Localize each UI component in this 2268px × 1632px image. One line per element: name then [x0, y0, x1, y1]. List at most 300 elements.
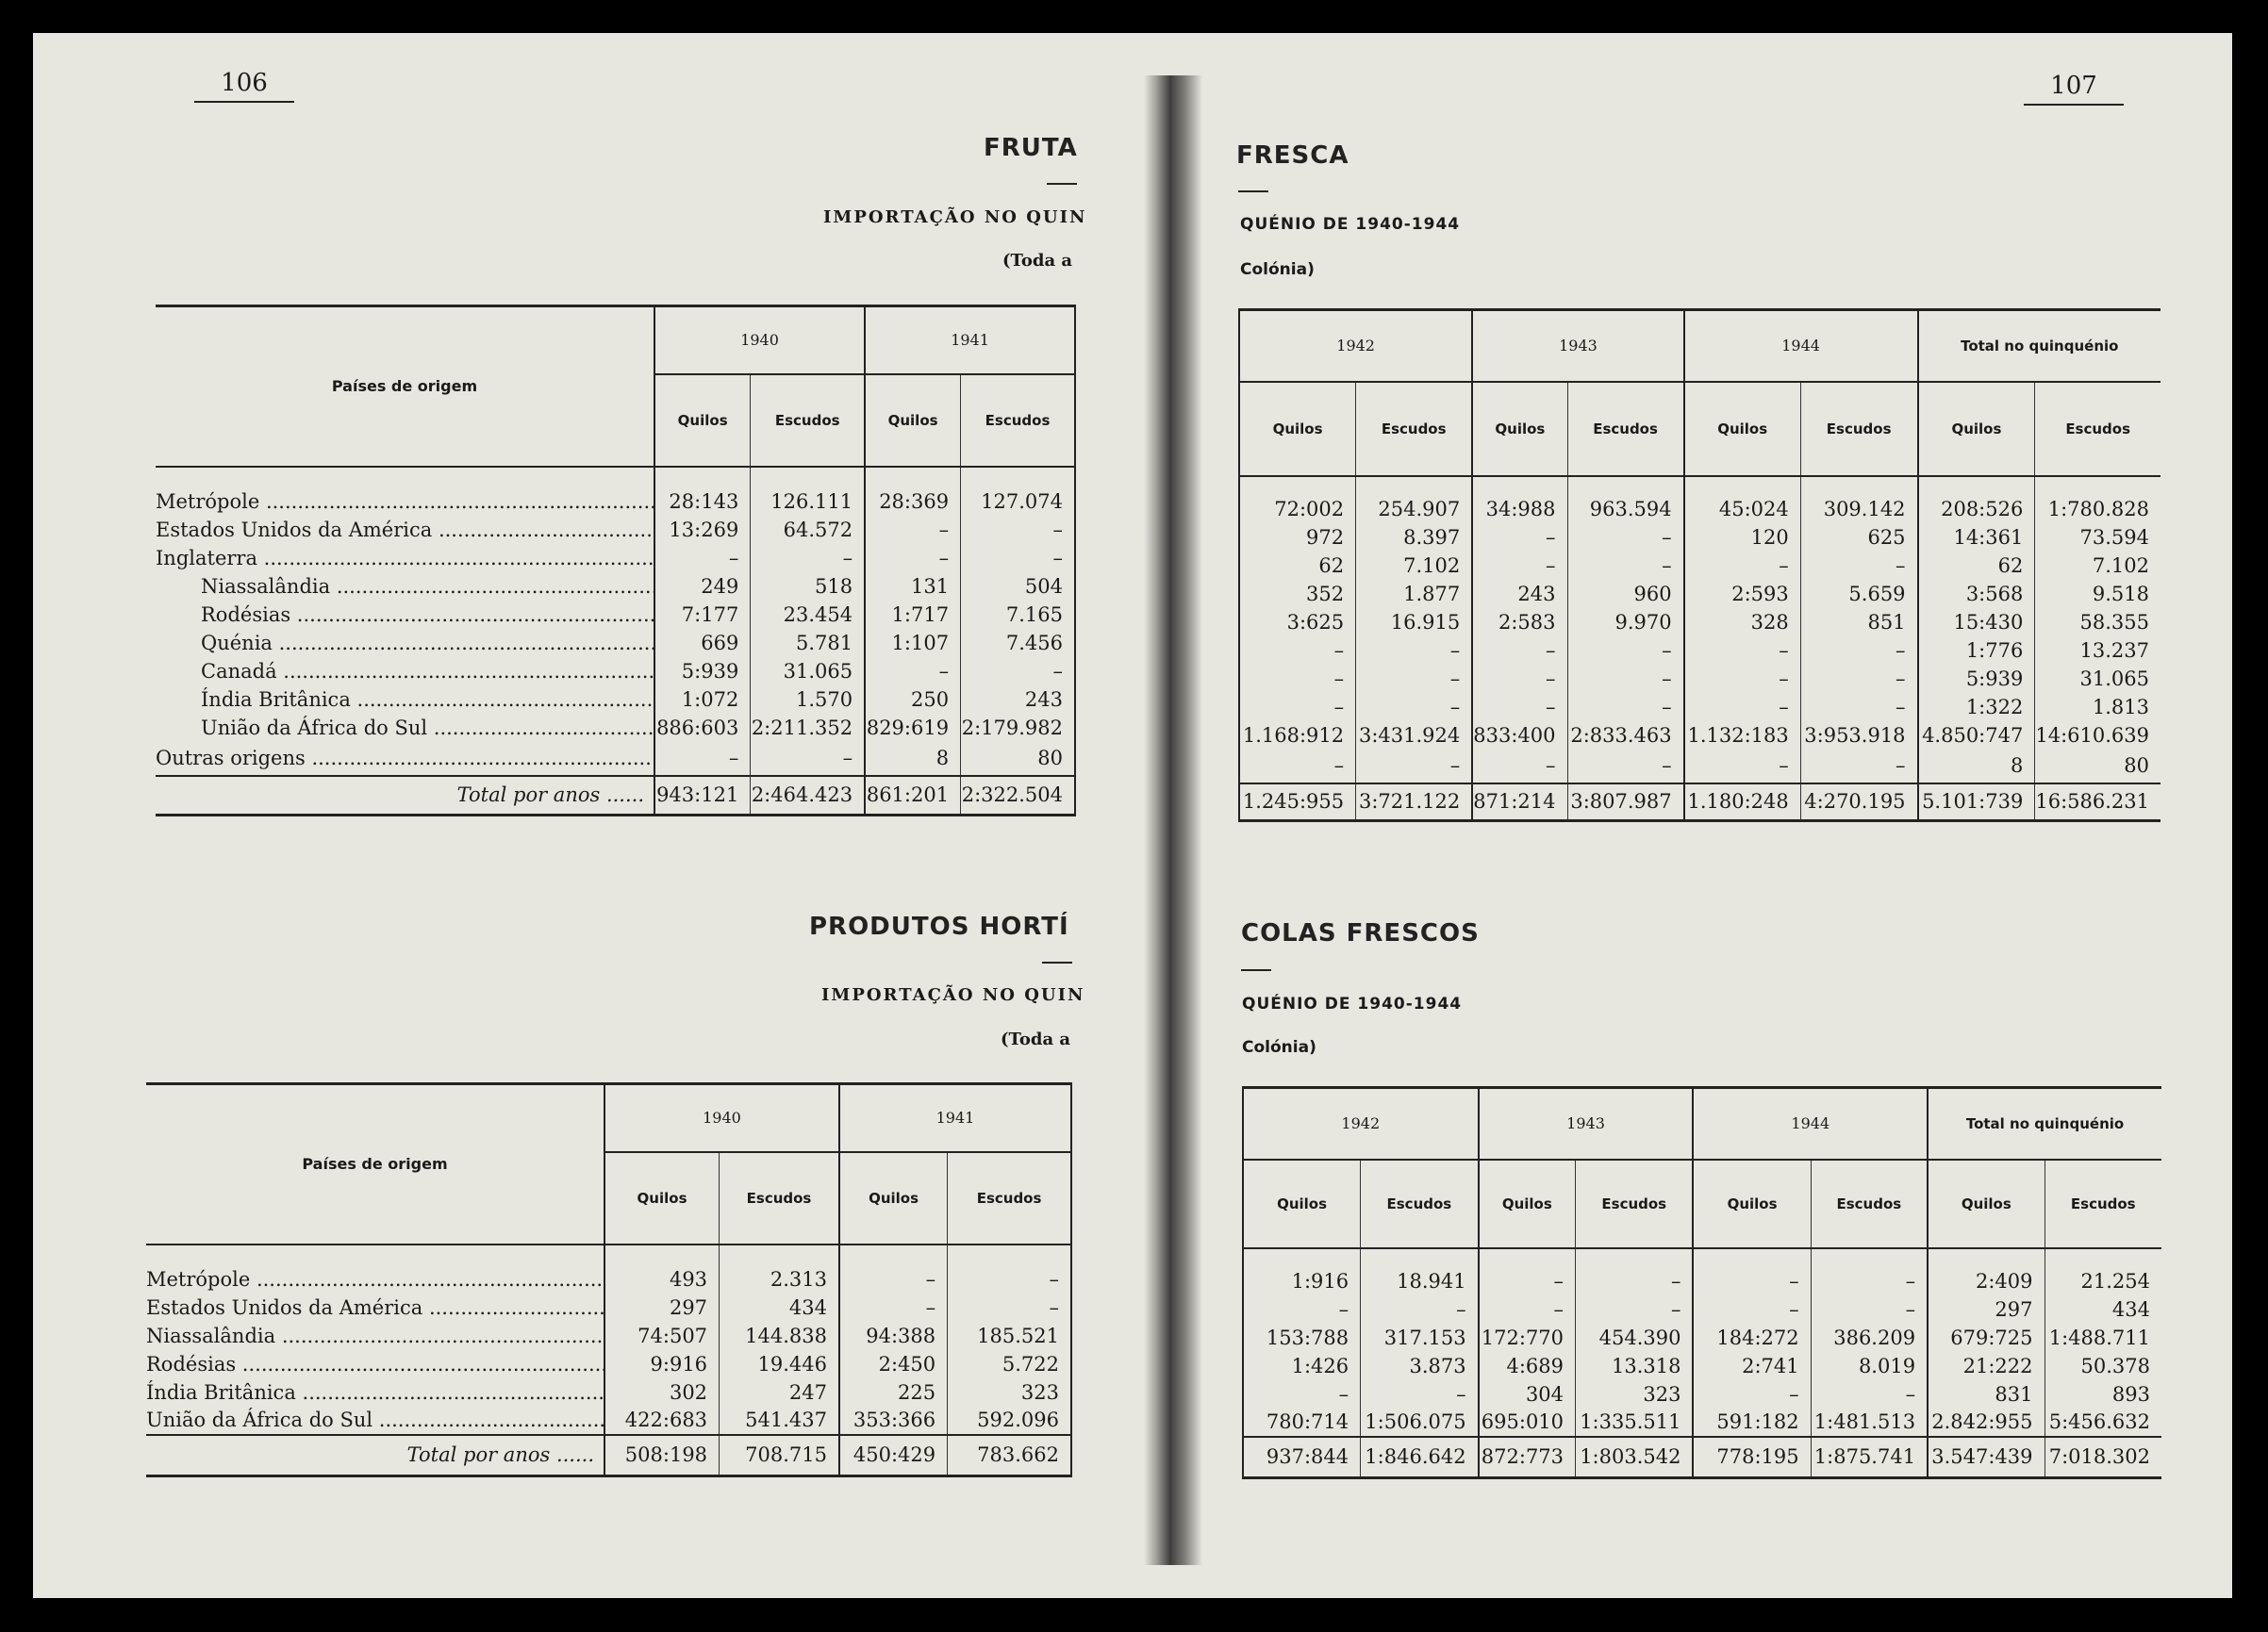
table-row	[156, 657, 1075, 685]
cell: 9.970	[1567, 608, 1684, 636]
right-bottom-table	[1242, 1086, 2161, 1479]
cell: –	[1811, 1267, 1928, 1295]
total-cell: 5.101:739	[1918, 783, 2035, 821]
cell: 127.074	[961, 487, 1075, 516]
cell: 243	[961, 685, 1075, 714]
left-bottom-table	[146, 1082, 1072, 1477]
cell: –	[839, 1294, 948, 1322]
cell: 1:426	[1243, 1352, 1361, 1380]
year-header: 1943	[1479, 1088, 1694, 1160]
total-row	[1239, 783, 2160, 821]
cell: –	[1684, 750, 1801, 783]
table-row	[1243, 1267, 2161, 1295]
cell: 172:770	[1479, 1324, 1576, 1352]
cell: 13.237	[2079, 638, 2149, 662]
year-header: 1943	[1472, 310, 1683, 382]
table-row	[156, 629, 1075, 657]
cell: –	[1243, 1380, 1361, 1409]
cell: 243	[1472, 580, 1567, 608]
total-cell: 16:586.231	[2035, 790, 2149, 814]
cell: –	[1472, 523, 1567, 552]
left-top-title-rule	[1047, 183, 1077, 185]
cell: 80	[961, 742, 1075, 776]
row-country: Índia Britânica	[201, 687, 351, 711]
cell: –	[1811, 1380, 1928, 1409]
col-header: Quilos	[1693, 1160, 1811, 1248]
cell: 8.397	[1356, 523, 1473, 552]
col-header: Quilos	[1684, 382, 1801, 476]
year-header: 1940	[604, 1084, 839, 1152]
col-header: Quilos	[1928, 1160, 2045, 1248]
left-bottom-title-rule	[1042, 962, 1072, 964]
cell: 592.096	[948, 1407, 1071, 1435]
cell: 18.941	[1361, 1267, 1479, 1295]
cell: 963.594	[1567, 495, 1684, 523]
total-cell: 943:121	[654, 776, 751, 816]
cell: –	[1693, 1380, 1811, 1409]
total-label: Total por anos	[456, 783, 601, 807]
left-bottom-subtitle: IMPORTAÇÃO NO QUIN	[821, 985, 1085, 1005]
cell: –	[961, 544, 1075, 572]
cell: 972	[1239, 523, 1356, 552]
cell: –	[1800, 665, 1917, 693]
cell: 1:335.511	[1576, 1409, 1694, 1437]
left-top-subtitle: IMPORTAÇÃO NO QUIN	[823, 207, 1087, 227]
cell: 493	[604, 1265, 720, 1294]
table-row	[156, 685, 1075, 714]
cell: 1:506.075	[1361, 1409, 1479, 1437]
cell: –	[865, 657, 960, 685]
total-cell: 1:846.642	[1361, 1437, 1479, 1478]
cell: 960	[1567, 580, 1684, 608]
cell: 2:211.352	[751, 714, 865, 742]
total-row: Total por anos ...... 943:121 2:464.423 861:201 2:322.504	[156, 776, 1075, 816]
right-bottom-subtitle: QUÉNIO DE 1940-1944	[1242, 995, 1463, 1014]
cell: –	[1356, 750, 1473, 783]
cell: 14:361	[1918, 523, 2035, 552]
total-cell: 3:721.122	[1356, 783, 1473, 821]
cell: 518	[751, 572, 865, 601]
cell: 225	[839, 1378, 948, 1407]
total-cell: 708.715	[720, 1435, 839, 1476]
right-bottom-title-rule	[1241, 969, 1271, 971]
year-header: 1940	[654, 306, 865, 374]
left-page-number: 106	[194, 69, 294, 103]
table-row	[1239, 608, 2160, 636]
origin-header: Países de origem	[156, 306, 654, 467]
table-row	[156, 572, 1075, 601]
col-header: Quilos	[865, 374, 960, 467]
cell: 504	[961, 572, 1075, 601]
row-country: Quénia	[201, 631, 273, 654]
cell: 2:450	[839, 1350, 948, 1378]
right-top-title-rule	[1238, 190, 1268, 192]
col-header: Escudos	[1800, 382, 1917, 476]
total-cell: 872:773	[1479, 1437, 1576, 1478]
table-row	[146, 1350, 1071, 1378]
cell: –	[1567, 750, 1684, 783]
cell: 1:776	[1918, 636, 2035, 665]
cell: –	[865, 516, 960, 544]
cell: 2:409	[1928, 1267, 2045, 1295]
cell: –	[1361, 1380, 1479, 1409]
cell: 422:683	[604, 1407, 720, 1435]
cell: 45:024	[1684, 495, 1801, 523]
table-row	[1239, 721, 2160, 750]
cell: 2:583	[1472, 608, 1567, 636]
total-cell: 861:201	[865, 776, 960, 816]
left-top-title: FRUTA	[984, 134, 1078, 162]
table-row	[156, 714, 1075, 742]
cell: 8.019	[1811, 1352, 1928, 1380]
cell: 434	[720, 1294, 839, 1322]
cell: –	[1472, 552, 1567, 580]
cell: 7.165	[961, 601, 1075, 629]
cell: 3:568	[1918, 580, 2035, 608]
col-header: Escudos	[720, 1152, 839, 1245]
cell: 2:593	[1684, 580, 1801, 608]
col-header: Escudos	[2045, 1160, 2161, 1248]
cell: –	[1811, 1295, 1928, 1324]
cell: 5:939	[654, 657, 751, 685]
cell: 893	[2111, 1382, 2150, 1406]
year-header: Total no quinquénio	[1918, 310, 2160, 382]
cell: 323	[948, 1378, 1071, 1407]
table-row	[1239, 636, 2160, 665]
cell: –	[1356, 693, 1473, 721]
left-bottom-title: PRODUTOS HORTÍ	[809, 913, 1069, 941]
cell: 8	[865, 742, 960, 776]
table-row	[156, 487, 1075, 516]
row-country: União da África do Sul	[201, 716, 428, 739]
cell: 833:400	[1472, 721, 1567, 750]
year-header: 1942	[1243, 1088, 1479, 1160]
cell: 1.877	[1356, 580, 1473, 608]
cell: 14:610.639	[2035, 723, 2149, 747]
total-cell: 937:844	[1243, 1437, 1361, 1478]
cell: 247	[720, 1378, 839, 1407]
col-header: Escudos	[1576, 1160, 1694, 1248]
row-country: Índia Britânica	[146, 1380, 296, 1404]
cell: –	[1239, 693, 1356, 721]
table-row	[146, 1265, 1071, 1294]
cell: 454.390	[1576, 1324, 1694, 1352]
total-row	[1243, 1437, 2161, 1478]
cell: –	[839, 1265, 948, 1294]
cell: 4.850:747	[1918, 721, 2035, 750]
col-header: Quilos	[1918, 382, 2035, 476]
cell: 16.915	[1356, 608, 1473, 636]
table-row	[1243, 1295, 2161, 1324]
cell: –	[1576, 1267, 1694, 1295]
cell: 297	[1928, 1295, 2045, 1324]
total-cell: 7:018.302	[2048, 1445, 2150, 1469]
cell: 9.518	[2092, 582, 2149, 605]
cell: –	[1800, 552, 1917, 580]
cell: –	[1800, 750, 1917, 783]
cell: –	[1567, 665, 1684, 693]
cell: 695:010	[1479, 1409, 1576, 1437]
cell: 317.153	[1361, 1324, 1479, 1352]
total-cell: 1:803.542	[1576, 1437, 1694, 1478]
table-row	[156, 516, 1075, 544]
cell: 1.132:183	[1684, 721, 1801, 750]
table-row	[1243, 1324, 2161, 1352]
cell: –	[1567, 523, 1684, 552]
cell: –	[1479, 1267, 1576, 1295]
cell: 886:603	[654, 714, 751, 742]
col-header: Quilos	[654, 374, 751, 467]
cell: 541.437	[720, 1407, 839, 1435]
cell: 1:916	[1243, 1267, 1361, 1295]
cell: 5:456.632	[2048, 1410, 2150, 1433]
table-row	[146, 1322, 1071, 1350]
col-header: Escudos	[751, 374, 865, 467]
cell: –	[1693, 1267, 1811, 1295]
cell: –	[1800, 636, 1917, 665]
cell: 5.659	[1800, 580, 1917, 608]
cell: –	[1239, 636, 1356, 665]
total-cell: 4:270.195	[1800, 783, 1917, 821]
cell: 323	[1576, 1380, 1694, 1409]
table-row	[1243, 1380, 2161, 1409]
year-header: 1941	[839, 1084, 1071, 1152]
table-row	[156, 742, 1075, 776]
cell: 94:388	[839, 1322, 948, 1350]
total-cell: 450:429	[839, 1435, 948, 1476]
cell: –	[1684, 552, 1801, 580]
cell: 184:272	[1693, 1324, 1811, 1352]
cell: –	[961, 516, 1075, 544]
cell: 3:953.918	[1800, 721, 1917, 750]
cell: –	[1361, 1295, 1479, 1324]
cell: 2:741	[1693, 1352, 1811, 1380]
cell: 434	[2111, 1297, 2150, 1321]
cell: 2:833.463	[1567, 721, 1684, 750]
right-top-table	[1238, 308, 2160, 822]
cell: 625	[1800, 523, 1917, 552]
cell: 7:177	[654, 601, 751, 629]
cell: 1:488.711	[2048, 1326, 2150, 1349]
cell: 19.446	[720, 1350, 839, 1378]
col-header: Escudos	[1356, 382, 1473, 476]
right-top-note: Colónia)	[1240, 260, 1315, 279]
left-top-table	[156, 305, 1076, 816]
row-country: Canadá	[201, 659, 277, 683]
table-row	[1243, 1409, 2161, 1437]
cell: 3:431.924	[1356, 721, 1473, 750]
left-top-note: (Toda a	[1002, 251, 1073, 271]
col-header: Quilos	[1243, 1160, 1361, 1248]
cell: –	[1472, 665, 1567, 693]
cell: 21.254	[2080, 1269, 2150, 1293]
table-row	[1239, 693, 2160, 721]
cell: 62	[1239, 552, 1356, 580]
cell: 297	[604, 1294, 720, 1322]
row-country: Outras origens	[156, 747, 306, 769]
cell: 250	[865, 685, 960, 714]
cell: 3:625	[1239, 608, 1356, 636]
cell: 2.313	[720, 1265, 839, 1294]
cell: 13.318	[1576, 1352, 1694, 1380]
table-row	[146, 1378, 1071, 1407]
col-header: Quilos	[604, 1152, 720, 1245]
cell: 1:481.513	[1811, 1409, 1928, 1437]
table-row	[146, 1294, 1071, 1322]
table-row	[1239, 495, 2160, 523]
cell: 23.454	[751, 601, 865, 629]
cell: 780:714	[1243, 1409, 1361, 1437]
row-country: Metrópole	[146, 1267, 251, 1291]
cell: 304	[1479, 1380, 1576, 1409]
cell: 591:182	[1693, 1409, 1811, 1437]
cell: 208:526	[1918, 495, 2035, 523]
cell: 1:717	[865, 601, 960, 629]
cell: 144.838	[720, 1322, 839, 1350]
col-header: Escudos	[1811, 1160, 1928, 1248]
total-cell: 2:464.423	[751, 776, 865, 816]
cell: 1:107	[865, 629, 960, 657]
col-header: Escudos	[948, 1152, 1071, 1245]
total-cell: 783.662	[948, 1435, 1071, 1476]
cell: –	[865, 544, 960, 572]
cell: –	[1472, 693, 1567, 721]
row-country: Rodésias	[146, 1352, 237, 1376]
cell: –	[961, 657, 1075, 685]
cell: 1:780.828	[2047, 497, 2149, 520]
year-header: 1944	[1693, 1088, 1928, 1160]
col-header: Escudos	[2035, 382, 2160, 476]
cell: 829:619	[865, 714, 960, 742]
book-gutter-shadow	[1144, 75, 1202, 1565]
cell: 249	[654, 572, 751, 601]
cell: 31.065	[2079, 667, 2149, 690]
cell: –	[1693, 1295, 1811, 1324]
cell: 309.142	[1800, 495, 1917, 523]
cell: –	[1567, 636, 1684, 665]
cell: 7.102	[1356, 552, 1473, 580]
table-row	[1239, 665, 2160, 693]
right-page-number: 107	[2024, 72, 2124, 106]
cell: 5.781	[751, 629, 865, 657]
col-header: Quilos	[1472, 382, 1567, 476]
row-country: Niassalândia	[201, 574, 331, 598]
cell: 2:179.982	[961, 714, 1075, 742]
total-cell: 508:198	[604, 1435, 720, 1476]
cell: 58.355	[2079, 610, 2149, 634]
cell: 5:939	[1918, 665, 2035, 693]
cell: 5.722	[948, 1350, 1071, 1378]
row-country: Niassalândia	[146, 1324, 276, 1347]
row-country: União da África do Sul	[146, 1409, 373, 1431]
cell: 73.594	[2079, 525, 2149, 549]
total-cell: 1.180:248	[1684, 783, 1801, 821]
table-row	[1239, 523, 2160, 552]
cell: 185.521	[948, 1322, 1071, 1350]
total-cell: 3:807.987	[1567, 783, 1684, 821]
cell: 80	[2124, 754, 2149, 777]
table-row	[1239, 750, 2160, 783]
cell: –	[654, 742, 751, 776]
cell: –	[1356, 636, 1473, 665]
table-row	[1239, 552, 2160, 580]
cell: 1:072	[654, 685, 751, 714]
year-header: 1942	[1239, 310, 1472, 382]
cell: –	[654, 544, 751, 572]
table-row	[156, 601, 1075, 629]
cell: 13:269	[654, 516, 751, 544]
cell: 679:725	[1928, 1324, 2045, 1352]
cell: 126.111	[751, 487, 865, 516]
cell: –	[1239, 665, 1356, 693]
cell: –	[1356, 665, 1473, 693]
row-country: Inglaterra	[156, 546, 257, 569]
origin-header: Países de origem	[146, 1084, 604, 1245]
cell: 1.570	[751, 685, 865, 714]
row-country: Estados Unidos da América	[156, 518, 433, 541]
col-header: Escudos	[1567, 382, 1684, 476]
cell: 21:222	[1928, 1352, 2045, 1380]
cell: 302	[604, 1378, 720, 1407]
cell: 15:430	[1918, 608, 2035, 636]
cell: –	[1576, 1295, 1694, 1324]
total-cell: 3.547:439	[1928, 1437, 2045, 1478]
year-header: 1944	[1684, 310, 1918, 382]
cell: 120	[1684, 523, 1801, 552]
cell: 1.168:912	[1239, 721, 1356, 750]
right-top-title: FRESCA	[1236, 141, 1349, 170]
table-row	[1243, 1352, 2161, 1380]
cell: 3.873	[1361, 1352, 1479, 1380]
cell: 50.378	[2080, 1354, 2150, 1377]
total-row: Total por anos ...... 508:198 708.715 450:429 783.662	[146, 1435, 1071, 1476]
cell: 62	[1918, 552, 2035, 580]
total-cell: 2:322.504	[961, 776, 1075, 816]
cell: –	[1684, 665, 1801, 693]
cell: –	[1243, 1295, 1361, 1324]
row-country: Estados Unidos da América	[146, 1295, 423, 1319]
year-header: Total no quinquénio	[1928, 1088, 2161, 1160]
total-label: Total por anos	[406, 1443, 551, 1467]
cell: –	[1472, 750, 1567, 783]
total-cell: 871:214	[1472, 783, 1567, 821]
table-row	[146, 1407, 1071, 1435]
cell: 328	[1684, 608, 1801, 636]
cell: 1:322	[1918, 693, 2035, 721]
row-country: Metrópole	[156, 489, 260, 513]
right-bottom-title: COLAS FRESCOS	[1241, 919, 1480, 948]
cell: 352	[1239, 580, 1356, 608]
total-cell: 778:195	[1693, 1437, 1811, 1478]
cell: 8	[1918, 750, 2035, 783]
year-header: 1941	[865, 306, 1075, 374]
cell: 4:689	[1479, 1352, 1576, 1380]
cell: –	[1684, 693, 1801, 721]
cell: –	[1239, 750, 1356, 783]
right-top-subtitle: QUÉNIO DE 1940-1944	[1240, 215, 1461, 234]
cell: 74:507	[604, 1322, 720, 1350]
col-header: Escudos	[1361, 1160, 1479, 1248]
cell: 7.456	[961, 629, 1075, 657]
cell: 64.572	[751, 516, 865, 544]
table-row	[156, 544, 1075, 572]
cell: 28:369	[865, 487, 960, 516]
cell: 386.209	[1811, 1324, 1928, 1352]
col-header: Escudos	[961, 374, 1075, 467]
cell: –	[948, 1265, 1071, 1294]
cell: 353:366	[839, 1407, 948, 1435]
cell: 34:988	[1472, 495, 1567, 523]
